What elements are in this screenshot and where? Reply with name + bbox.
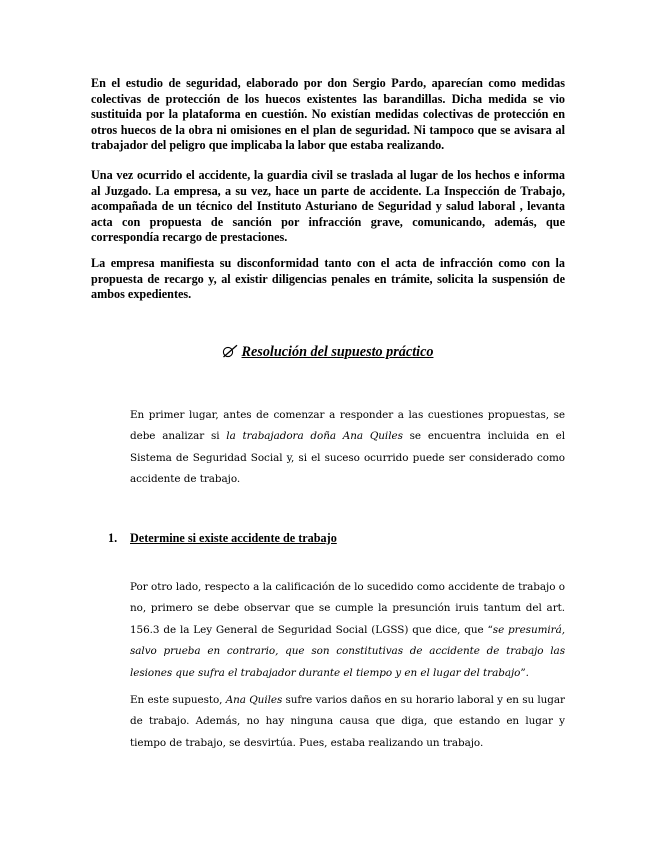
question-number: 1. <box>108 531 118 545</box>
section-title-text: Resolución del supuesto práctico <box>241 344 434 360</box>
paragraph-conclusion: En este supuesto, Ana Quiles sufre varios daños en su horario laboral y en su lugar de trabajo. Además, no hay ninguna causa que diga, que estando en lugar y tiempo de trabajo, se desvirtúa. Pues, estaba realizando un trabajo. <box>130 694 565 749</box>
question-heading <box>108 530 337 546</box>
section-title <box>0 343 655 361</box>
legal-quote-italic: se presumirá, salvo prueba en contrario, que son constitutivas de accidente de trabajo las lesiones que sufra el trabajador durante el tiempo y en el lugar del trabajo <box>130 623 565 679</box>
paragraph-presumption: Por otro lado, respecto a la calificación de lo sucedido como accidente de trabajo o no, primero se debe observar que se cumple la presunción iruis tantum del art. 156.3 de la Ley General de Seguridad Social (LGSS) que dice, que “se presumirá, salvo prueba en contrario, que son constitutivas de accidente de trabajo las lesiones que sufra el trabajador durante el tiempo y en el lugar del trabajo”. <box>130 581 565 679</box>
paragraph-intro: En primer lugar, antes de comenzar a responder a las cuestiones propuestas, se debe analizar si la trabajadora doña Ana Quiles se encuentra incluida en el Sistema de Seguridad Social y, si el suceso ocurrido puede ser considerado como accidente de trabajo. <box>130 409 565 486</box>
worker-name-italic: Ana Quiles <box>225 694 283 706</box>
worker-name-italic: la trabajadora doña Ana Quiles <box>226 430 403 443</box>
paragraph-safety-study: En el estudio de seguridad, elaborado por don Sergio Pardo, aparecían como medidas colectivas de protección de los huecos existentes las barandillas. Dicha medida se vio sustituida por la plataforma en cuestión. No existían medidas colectivas de protección en otros huecos de la obra ni omisiones en el plan de seguridad. Ni tampoco que se avisara al trabajador del peligro que implicaba la labor que estaba realizando. <box>91 76 565 153</box>
pen-icon <box>222 344 238 358</box>
paragraph-accident-aftermath: Una vez ocurrido el accidente, la guardia civil se traslada al lugar de los hechos e informa al Juzgado. La empresa, a su vez, hace un parte de accidente. La Inspección de Trabajo, acompañada de un técnico del Instituto Asturiano de Seguridad y salud laboral , levanta acta con propuesta de sanción por infracción grave, comunicando, además, que correspondía recargo de prestaciones. <box>91 168 565 245</box>
question-heading-text: Determine si existe accidente de trabajo <box>130 531 337 545</box>
paragraph-company-disagreement: La empresa manifiesta su disconformidad tanto con el acta de infracción como con la propuesta de recargo y, al existir diligencias penales en trámite, solicita la suspensión de ambos expedientes. <box>91 256 565 302</box>
